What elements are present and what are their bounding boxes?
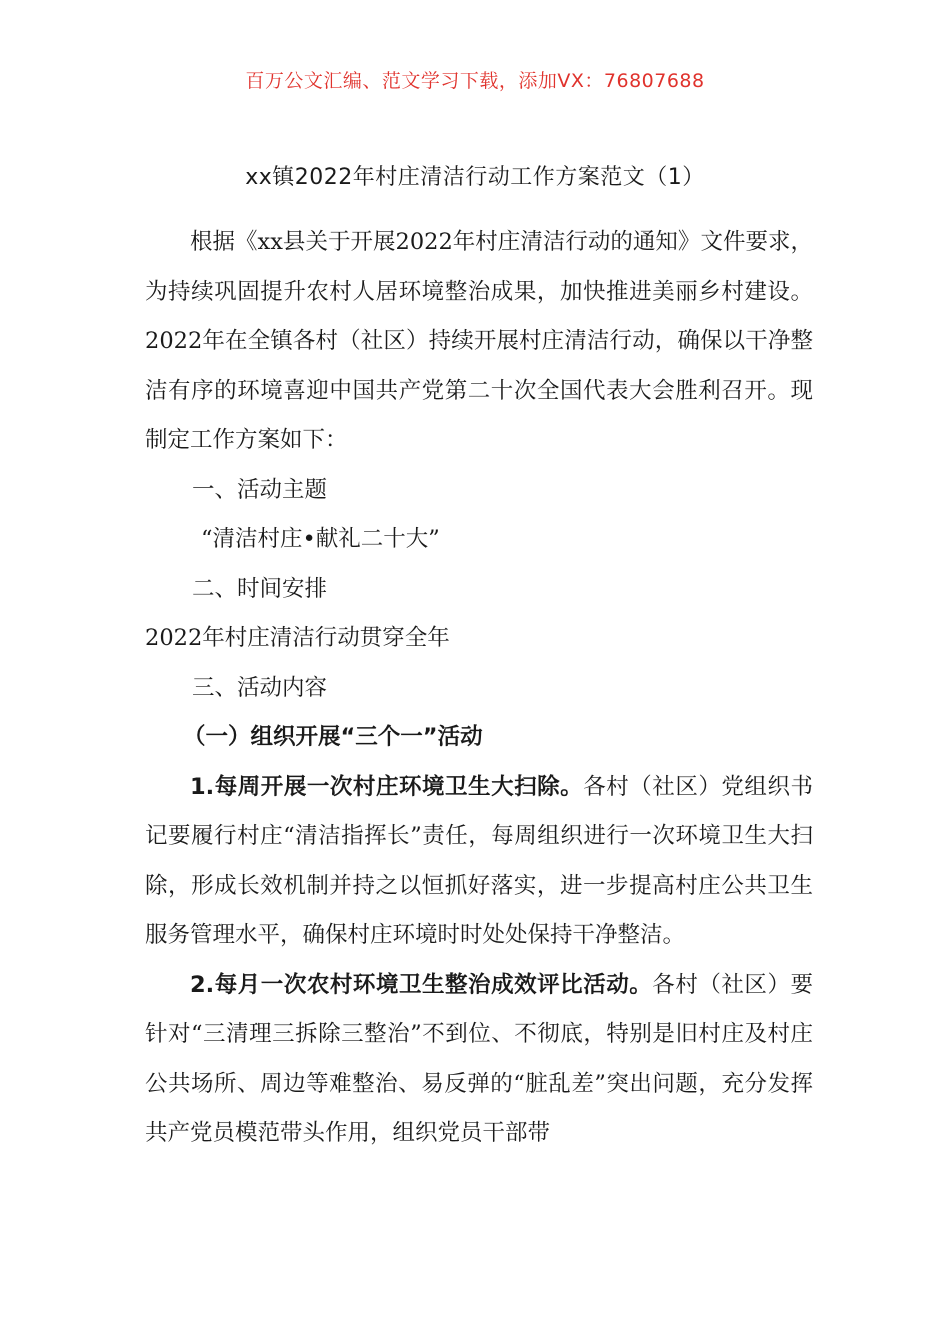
schedule-content: 2022年村庄清洁行动贯穿全年 <box>145 625 450 651</box>
theme-content: “清洁村庄•献礼二十大” <box>201 526 440 552</box>
item-2-text: 各村（社区）要针对“三清理三拆除三整治”不到位、不彻底，特别是旧村庄及村庄公共场所、周边等难整治、易反弹的“脏乱差”突出问题，充分发挥共产党员模范带头作用，组织党员干部带 <box>145 971 813 1146</box>
section-heading-theme: 一、活动主题 <box>192 476 328 503</box>
section-heading-content: 三、活动内容 <box>192 674 328 701</box>
item-2-lead: 2.每月一次农村环境卫生整治成效评比活动。 <box>190 971 653 998</box>
item-1-text: 各村（社区）党组织书记要履行村庄“清洁指挥长”责任，每周组织进行一次环境卫生大扫除，形成长效机制并持之以恒抓好落实，进一步提高村庄公共卫生服务管理水平，确保村庄环境时时处处保持干净整洁。 <box>145 773 813 948</box>
subsection-heading: （一）组织开展“三个一”活动 <box>183 724 483 750</box>
item-1-paragraph <box>145 763 813 961</box>
document-body <box>145 218 813 1159</box>
section-heading-schedule: 二、时间安排 <box>192 575 328 602</box>
item-2-paragraph <box>145 961 813 1159</box>
intro-paragraph: 根据《xx县关于开展2022年村庄清洁行动的通知》文件要求，为持续巩固提升农村人居环境整治成果，加快推进美丽乡村建设。2022年在全镇各村（社区）持续开展村庄清洁行动，确保以干净整洁有序的环境喜迎中国共产党第二十次全国代表大会胜利召开。现制定工作方案如下： <box>145 229 813 453</box>
download-banner: 百万公文汇编、范文学习下载，添加VX：76807688 <box>245 70 705 92</box>
item-1-lead: 1.每周开展一次村庄环境卫生大扫除。 <box>190 773 584 800</box>
document-title: xx镇2022年村庄清洁行动工作方案范文（1） <box>245 165 705 190</box>
